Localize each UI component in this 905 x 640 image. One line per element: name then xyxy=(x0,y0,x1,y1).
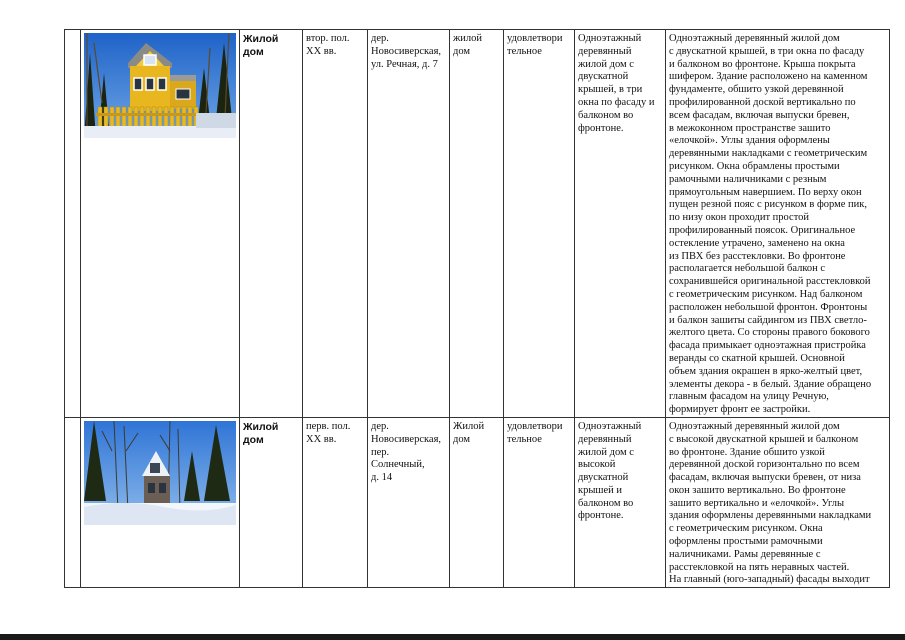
dating-cell: втор. пол. XX вв. xyxy=(303,30,368,418)
condition-cell: удовлетвори тельное xyxy=(504,417,575,587)
heritage-register-table xyxy=(64,29,890,588)
condition-cell: удовлетвори тельное xyxy=(504,30,575,418)
purpose-cell: Жилой дом xyxy=(450,417,504,587)
address-cell: дер. Новосиверская, пер. Солнечный, д. 14 xyxy=(368,417,450,587)
house-photo xyxy=(84,33,236,138)
photo-cell xyxy=(81,30,240,418)
photo-cell xyxy=(81,417,240,587)
full-description-cell: Одноэтажный деревянный жилой дом с высокой двускатной крышей и балконом во фронтоне. Здание обшито узкой деревянной доской горизонтально по всем фасадам, включая выпуски бревен, от низа окон зашито вертикально. Во фронтоне зашито вертикально и «елочкой». Углы здания оформлены деревянными накладками с геометрическим рисунком. Окна оформлены простыми рамочными наличниками. Рамы деревянные с расстекловкой на пять неравных частей. На главный (юго-западный) фасады выходит xyxy=(666,417,890,587)
table-row xyxy=(65,417,890,587)
purpose-cell: жилой дом xyxy=(450,30,504,418)
scan-border xyxy=(0,634,905,640)
house-photo xyxy=(84,421,236,525)
brief-description-cell: Одноэтажный деревянный жилой дом с двускатной крышей, в три окна по фасаду и балконом во фронтоне. xyxy=(575,30,666,418)
full-description-cell: Одноэтажный деревянный жилой дом с двускатной крышей, в три окна по фасаду и балконом во фронтоне. Крыша покрыта шифером. Здание расположено на каменном фундаменте, обшито узкой деревянной профилированной доской вертикально по всем фасадам, включая выпуски бревен, в межоконном пространстве зашито «елочкой». Углы здания оформлены деревянными накладками с геометрическим рисунком. Окна обрамлены простыми рамочными наличниками с резным прямоугольным навершием. По верху окон пущен резной пояс с рисунком в форме пик, по низу окон проходит простой профилированный поясок. Оригинальное остекление утрачено, заменено на окна из ПВХ без расстекловки. Во фронтоне располагается небольшой балкон с сохранившейся оригинальной расстекловкой с геометрическим рисунком. Над балконом расположен небольшой фронтон. Фронтоны и балкон зашиты сайдингом из ПВХ светло- желтого цвета. Со стороны правого бокового фасада примыкает одноэтажная пристройка веранды со скатной крышей. Основной объем здания окрашен в ярко-желтый цвет, элементы декора - в белый. Здание обращено главным фасадом на улицу Речную, формирует фронт ее застройки. xyxy=(666,30,890,418)
object-type-cell: Жилой дом xyxy=(240,30,303,418)
row-number-cell xyxy=(65,30,81,418)
address-cell: дер. Новосиверская, ул. Речная, д. 7 xyxy=(368,30,450,418)
object-type-cell: Жилой дом xyxy=(240,417,303,587)
dating-cell: перв. пол. XX вв. xyxy=(303,417,368,587)
table-row xyxy=(65,30,890,418)
brief-description-cell: Одноэтажный деревянный жилой дом с высокой двускатной крышей и балконом во фронтоне. xyxy=(575,417,666,587)
row-number-cell xyxy=(65,417,81,587)
